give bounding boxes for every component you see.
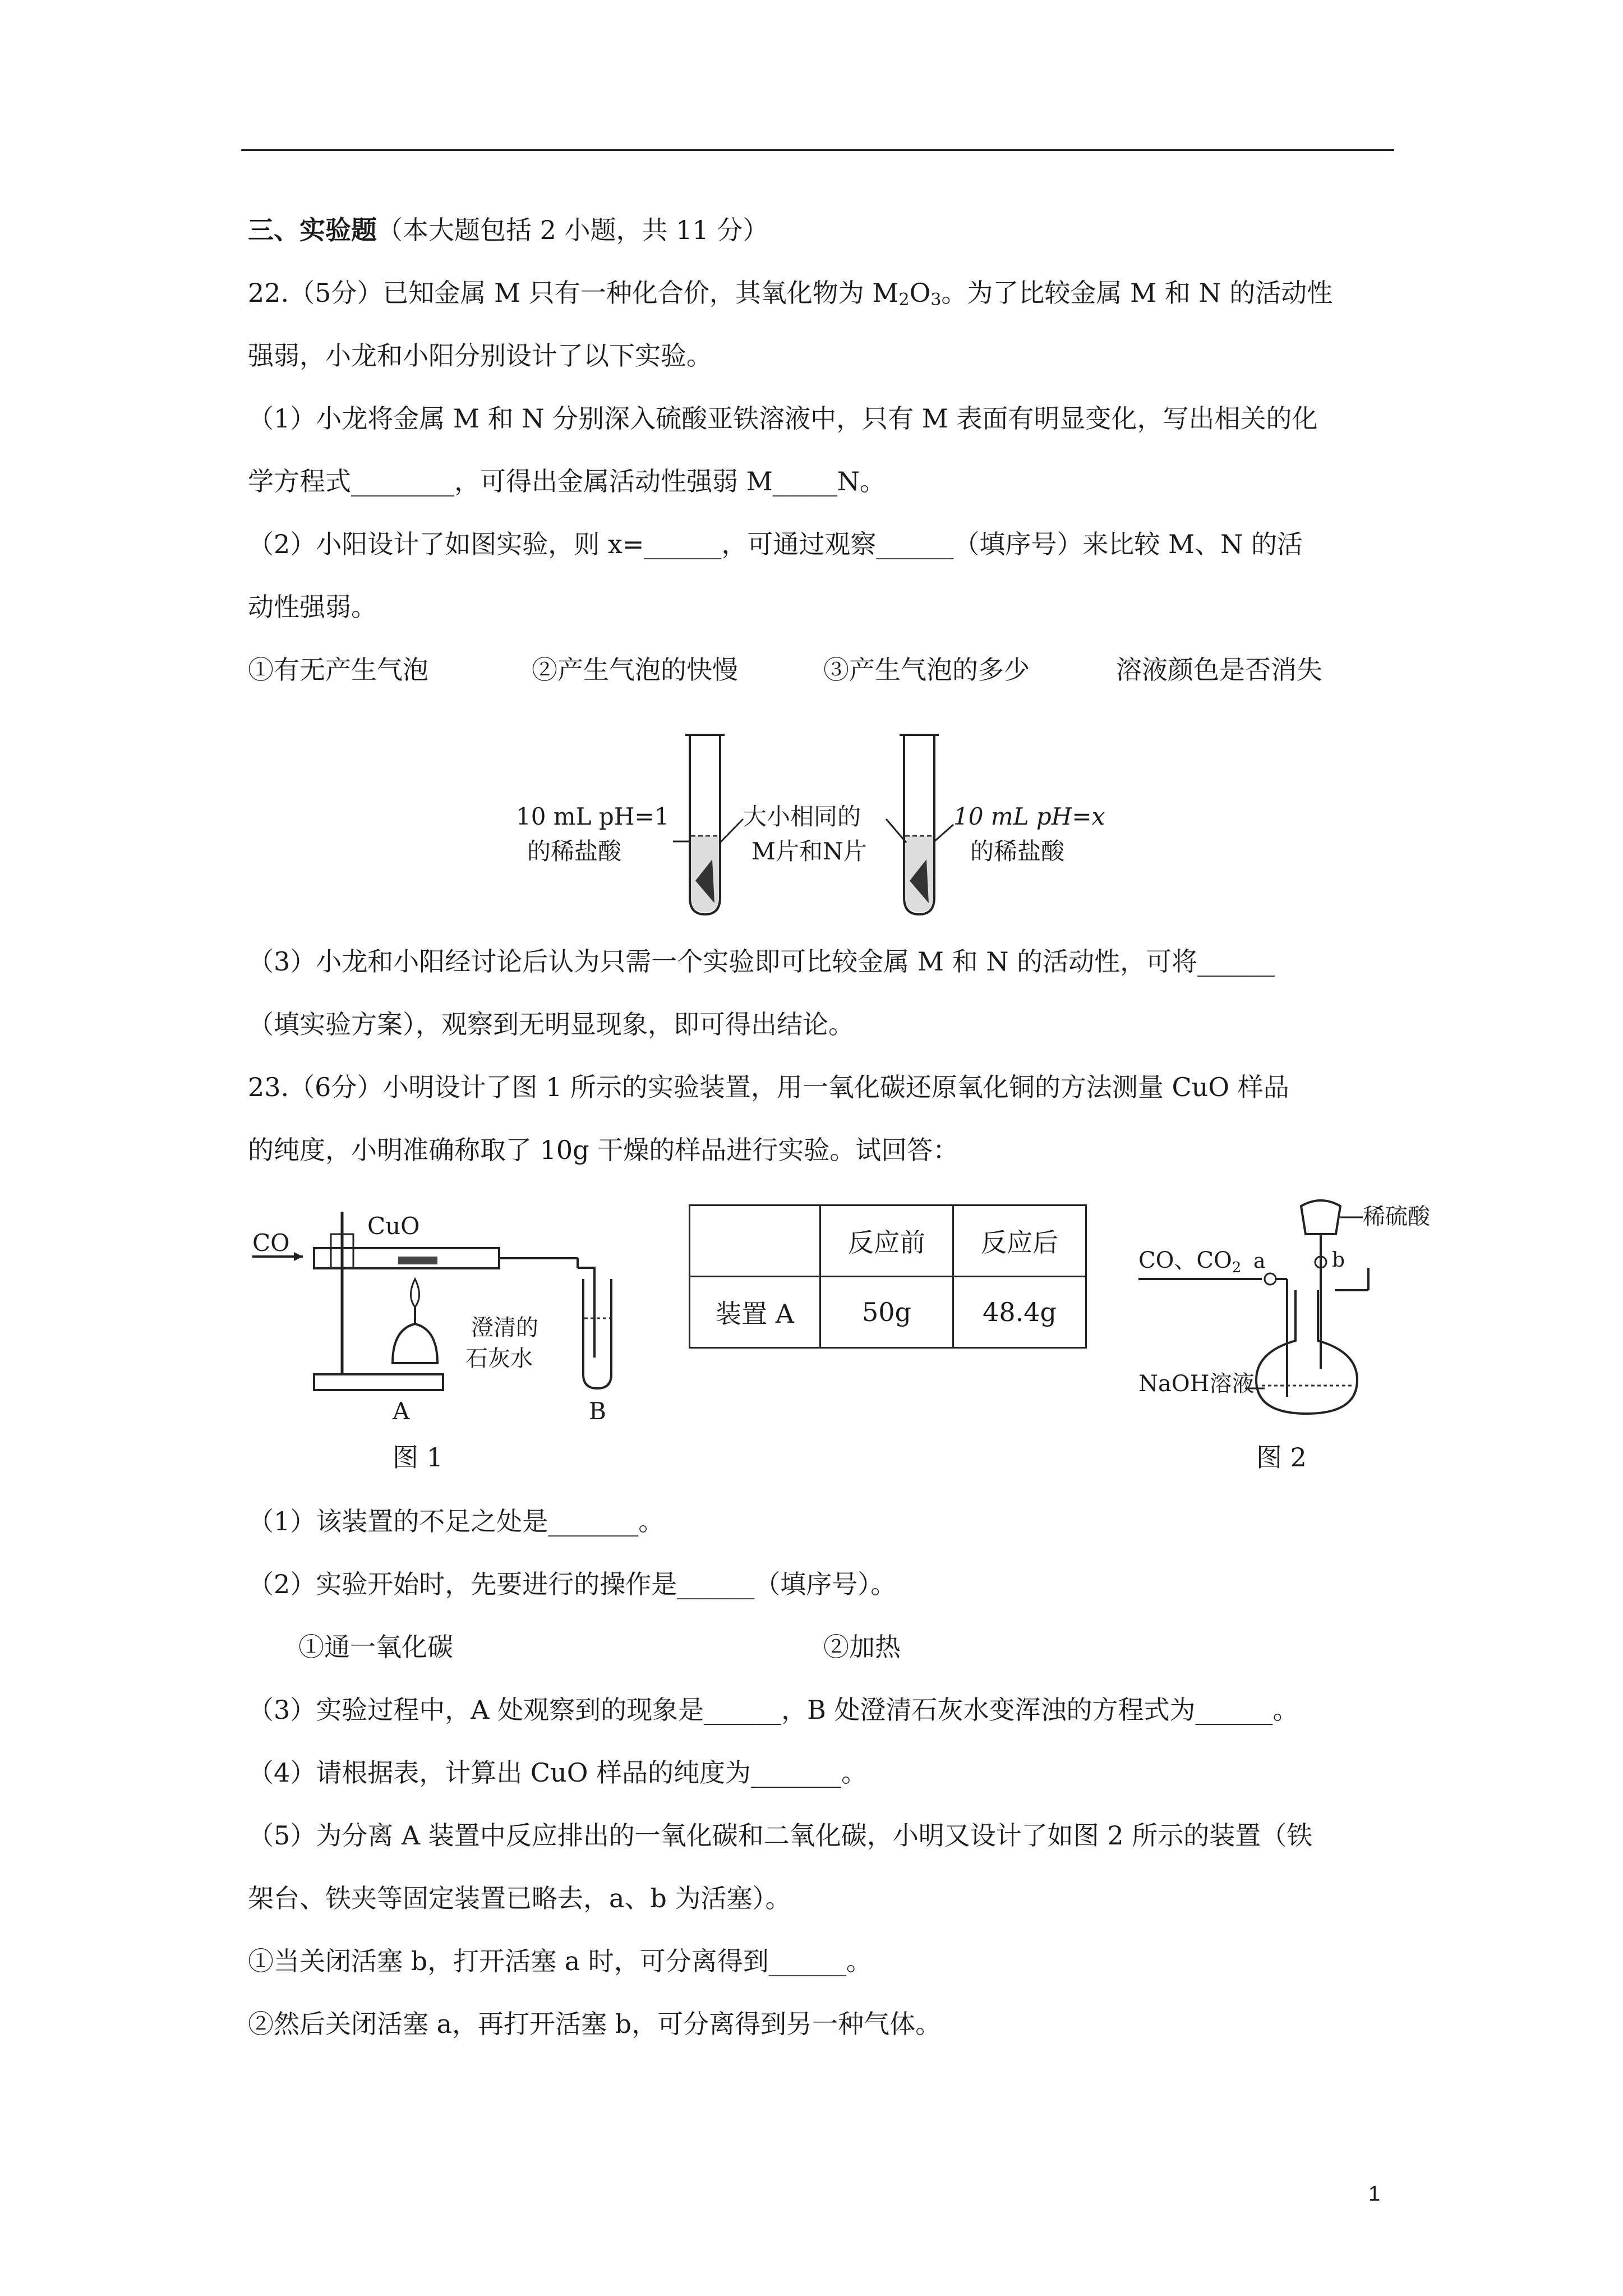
q23-intro-line1: 23.（6分）小明设计了图 1 所示的实验装置，用一氧化碳还原氧化铜的方法测量 CuO 样品 [248, 1072, 1289, 1102]
fig1-cuo-label: CuO [367, 1212, 420, 1240]
q22-intro-a: 22.（5分）已知金属 M 只有一种化合价，其氧化物为 M [248, 278, 899, 308]
q23-part5-line1: （5）为分离 A 装置中反应排出的一氧化碳和二氧化碳，小明又设计了如图 2 所示的装置（铁 [248, 1820, 1313, 1851]
table-cell: 48.4g [953, 1277, 1086, 1348]
q22-part3-line2: （填实验方案），观察到无明显现象，即可得出结论。 [248, 1009, 854, 1039]
fig2-naoh-label: NaOH溶液 [1138, 1371, 1255, 1397]
q22-intro-line2: 强弱，小龙和小阳分别设计了以下实验。 [248, 341, 712, 371]
table-cell: 50g [820, 1277, 953, 1348]
fig1-co-label: CO [252, 1229, 290, 1257]
q23-part2-option1: ①通一氧化碳 [298, 1632, 453, 1662]
right-label-1: 10 mL pH=x [953, 803, 1105, 830]
q22-part1-line2: 学方程式________，可得出金属活动性强弱 M_____N。 [248, 466, 886, 496]
section-heading [248, 213, 768, 247]
fig1-limewater-2: 石灰水 [465, 1346, 533, 1372]
q22-intro-c: 。为了比较金属 M 和 N 的活动性 [941, 278, 1333, 308]
section-note: （本大题包括 2 小题，共 11 分） [377, 215, 769, 245]
q22-option-3: ③产生气泡的多少 [823, 655, 1030, 685]
q23-part5-sub2: ②然后关闭活塞 a，再打开活塞 b，可分离得到另一种气体。 [248, 2009, 942, 2039]
flask [1256, 1290, 1357, 1414]
fig2-gas-label: CO、$CO_2$ [1138, 1248, 1242, 1276]
weighing-table [689, 1204, 1087, 1349]
table-header-cell: 反应后 [953, 1205, 1086, 1277]
table-cell: 装置 A [690, 1277, 820, 1348]
left-label-1: 10 mL pH=1 [516, 803, 670, 830]
table-header-cell: 反应前 [820, 1205, 953, 1277]
table-row [690, 1277, 1086, 1348]
page-number: 1 [1368, 2182, 1381, 2206]
mid-label-1: 大小相同的 [743, 803, 861, 830]
fig1-label-a: A [393, 1397, 410, 1425]
q22-option-4: 溶液颜色是否消失 [1116, 655, 1322, 685]
alcohol-lamp [393, 1324, 437, 1363]
limewater-tube [583, 1279, 611, 1388]
figure2-apparatus [1133, 1184, 1447, 1430]
table-header-cell [690, 1205, 820, 1277]
dropping-funnel [1301, 1200, 1340, 1234]
q23-part2-option2: ②加热 [823, 1632, 901, 1662]
left-label-2: 的稀盐酸 [527, 838, 622, 865]
q22-part3-line1: （3）小龙和小阳经讨论后认为只需一个实验即可比较金属 M 和 N 的活动性，可将______ [248, 946, 1275, 977]
table-header-row [690, 1205, 1086, 1277]
q22-part2-line1: （2）小阳设计了如图实验，则 x=______，可通过观察______（填序号）来比较 M、N 的活 [248, 529, 1303, 559]
header-rule [241, 149, 1394, 151]
q22-part1-line1: （1）小龙将金属 M 和 N 分别深入硫酸亚铁溶液中，只有 M 表面有明显变化，写出相关的化 [248, 403, 1318, 434]
fig1-label-b: B [589, 1397, 606, 1425]
q23-part1: （1）该装置的不足之处是_______。 [248, 1506, 665, 1536]
q23-part5-sub1: ①当关闭活塞 b，打开活塞 a 时，可分离得到______。 [248, 1946, 872, 1976]
figure1-caption: 图 1 [393, 1442, 443, 1473]
q22-option-1: ①有无产生气泡 [248, 655, 428, 685]
q23-part5-line2: 架台、铁夹等固定装置已略去，a、b 为活塞）。 [248, 1883, 791, 1913]
fig2-valve-b: b [1332, 1249, 1345, 1272]
fig2-valve-a: a [1253, 1250, 1266, 1273]
q22-sub2: 3 [930, 290, 942, 310]
fig1-limewater-1: 澄清的 [471, 1315, 538, 1341]
q23-part3: （3）实验过程中，A 处观察到的现象是______，B 处澄清石灰水变浑浊的方程式为______。 [248, 1695, 1299, 1725]
q22-sub1: 2 [898, 290, 910, 310]
figure1-apparatus [247, 1195, 662, 1430]
q22-part2-line2: 动性强弱。 [248, 592, 377, 622]
q23-part4: （4）请根据表，计算出 CuO 样品的纯度为_______。 [248, 1757, 868, 1788]
section-title: 三、实验题 [248, 215, 377, 245]
figure2-caption: 图 2 [1256, 1442, 1307, 1473]
q23-part2: （2）实验开始时，先要进行的操作是______（填序号）。 [248, 1569, 897, 1599]
q23-intro-line2: 的纯度，小明准确称取了 10g 干燥的样品进行实验。试回答： [248, 1135, 959, 1165]
mid-label-2: M片和N片 [751, 838, 867, 865]
right-label-2: 的稀盐酸 [970, 838, 1065, 865]
fig2-acid-label: 稀硫酸 [1363, 1204, 1430, 1230]
q22-intro [248, 276, 1332, 317]
q22-intro-b: O [909, 278, 931, 308]
test-tube-figure [505, 712, 1133, 926]
q22-option-2: ②产生气泡的快慢 [532, 655, 738, 685]
